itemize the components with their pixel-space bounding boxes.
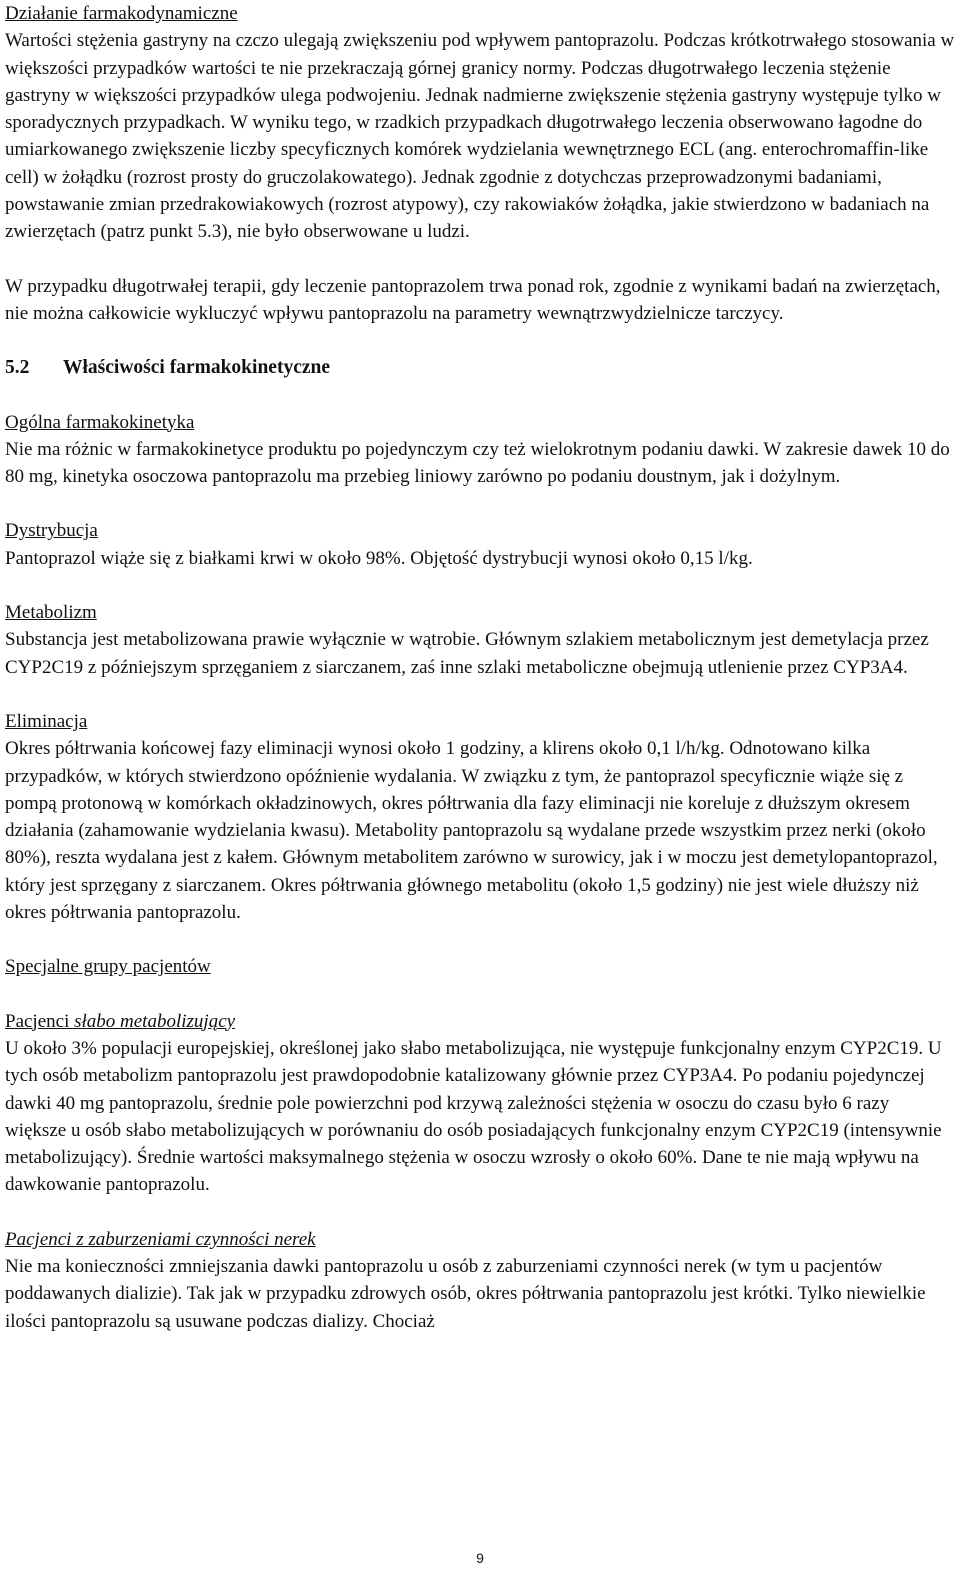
metabolism-heading: Metabolizm: [5, 602, 97, 624]
elimination-heading: Eliminacja: [5, 710, 88, 732]
poor-metabolizers-heading: [5, 1008, 955, 1035]
renal-heading: Pacjenci z zaburzeniami czynności nerek: [5, 1228, 316, 1250]
pharmacodynamic-paragraph-2: W przypadku długotrwałej terapii, gdy leczenie pantoprazolem trwa ponad rok, zgodnie z wynikami badań na zwierzętach, nie można całkowicie wykluczyć wpływu pantoprazolu na parametry wewnątrzwydzielnicze tarczycy.: [5, 275, 941, 324]
section-title: Właściwości farmakokinetyczne: [63, 357, 331, 379]
pharmacodynamic-paragraph-1: Wartości stężenia gastryny na czczo ulegają zwiększeniu pod wpływem pantoprazolu. Podczas krótkotrwałego stosowania w większości przypadków wartości te nie przekraczają górnej granicy normy. Podczas długotrwałego leczenia stężenie gastryny w większości przypadków ulega podwojeniu. Jednak nadmierne zwiększenie stężenia gastryny występuje tylko w sporadycznych przypadkach. W wyniku tego, w rzadkich przypadkach długotrwałego leczenia obserwowano łagodne do umiarkowanego zwiększenie liczby specyficznych komórek wydzielania wewnętrznego ECL (ang. enterochromaffin-like cell) w żołądku (rozrost prosty do gruczolakowatego). Jednak zgodnie z dotychczas przeprowadzonymi badaniami, powstawanie zmian przedrakowiakowych (rozrost atypowy), czy rakowiaków żołądka, jakie stwierdzono w badaniach na zwierzętach (patrz punkt 5.3), nie było obserwowane u ludzi.: [5, 30, 955, 243]
elimination-text: Okres półtrwania końcowej fazy eliminacji wynosi około 1 godziny, a klirens około 0,1 l/h/kg. Odnotowano kilka przypadków, w których stwierdzono opóźnienie wydalania. W związku z tym, że pantoprazol specyficznie wiąże się z pompą protonową w komórkach okładzinowych, okres półtrwania dla fazy eliminacji nie koreluje z dłuższym okresem działania (zahamowanie wydzielania kwasu). Metabolity pantoprazolu są wydalane przede wszystkim przez nerki (około 80%), reszta wydalana jest z kałem. Głównym metabolitem zarówno w surowicy, jak i w moczu jest demetylopantoprazol, który jest sprzęgany z siarczanem. Okres półtrwania głównego metabolitu (około 1,5 godziny) nie jest wiele dłuższy niż okres półtrwania pantoprazolu.: [5, 738, 938, 924]
general-heading: Ogólna farmakokinetyka: [5, 411, 195, 433]
renal-text: Nie ma konieczności zmniejszania dawki pantoprazolu u osób z zaburzeniami czynności nerek (w tym u pacjentów poddawanych dializie). Tak jak w przypadku zdrowych osób, okres półtrwania pantoprazolu jest krótki. Tylko niewielkie ilości pantoprazolu są usuwane podczas dializy. Chociaż: [5, 1255, 926, 1332]
page-number: 9: [476, 1550, 484, 1566]
special-groups-heading: Specjalne grupy pacjentów: [5, 956, 211, 978]
general-text: Nie ma różnic w farmakokinetyce produktu po pojedynczym czy też wielokrotnym podaniu dawki. W zakresie dawek 10 do 80 mg, kinetyka osoczowa pantoprazolu ma przebieg liniowy zarówno po podaniu doustnym, jak i dożylnym.: [5, 438, 950, 488]
section-heading: [5, 354, 955, 381]
poor-metabolizers-heading-italic: słabo metabolizujący: [69, 1010, 236, 1032]
section-number: 5.2: [5, 357, 30, 379]
metabolism-text: Substancja jest metabolizowana prawie wyłącznie w wątrobie. Głównym szlakiem metabolicznym jest demetylacja przez CYP2C19 z późniejszym sprzęganiem z siarczanem, zaś inne szlaki metaboliczne obejmują utlenienie przez CYP3A4.: [5, 629, 929, 678]
poor-metabolizers-text: U około 3% populacji europejskiej, określonej jako słabo metabolizująca, nie występuje funkcjonalny enzym CYP2C19. U tych osób metabolizm pantoprazolu jest prawdopodobnie katalizowany głównie przez CYP3A4. Po podaniu pojedynczej dawki 40 mg pantoprazolu, średnie pole powierzchni pod krzywą zależności stężenia w osoczu do czasu było 6 razy większe u osób słabo metabolizujących w porównaniu do osób posiadających funkcjonalny enzym CYP2C19 (intensywnie metabolizujący). Średnie wartości maksymalnego stężenia w osoczu wzrosły o około 60%. Dane te nie mają wpływu na dawkowanie pantoprazolu.: [5, 1037, 942, 1196]
distribution-text: Pantoprazol wiąże się z białkami krwi w około 98%. Objętość dystrybucji wynosi około 0,15 l/kg.: [5, 547, 753, 569]
document-page: [5, 0, 955, 1335]
distribution-heading: Dystrybucja: [5, 520, 98, 542]
pharmacodynamic-heading: Działanie farmakodynamiczne: [5, 3, 238, 24]
poor-metabolizers-heading-regular: Pacjenci: [5, 1010, 70, 1032]
